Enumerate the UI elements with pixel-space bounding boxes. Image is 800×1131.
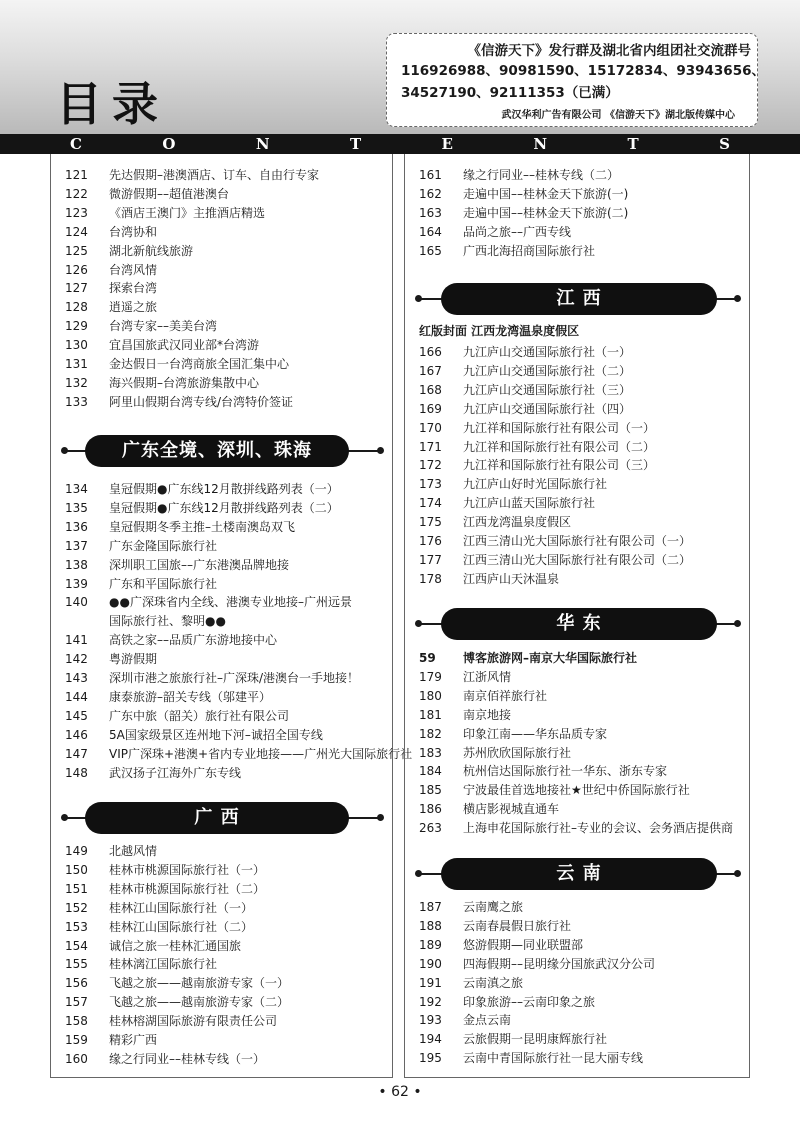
entry-title: 皇冠假期●广东线12月散拼线路列表（二） (109, 500, 339, 515)
contents-letter: O (162, 135, 176, 153)
entry-title: 深圳市港之旅旅行社–广深珠/港澳台一手地接！ (109, 671, 360, 685)
entry-title: 杭州信达国际旅行社一华东、浙东专家 (463, 764, 668, 779)
page-ref: 59 (419, 651, 436, 665)
entry-title: 阿里山假期台湾专线/台湾特价签证 (109, 394, 294, 409)
page-ref: 162 (419, 186, 442, 201)
entry-title: 广西北海招商国际旅行社 (463, 243, 596, 258)
contents-letter: E (441, 135, 453, 153)
page-ref: 132 (65, 375, 88, 390)
page-ref: 156 (65, 976, 88, 991)
entry-title: 九江庐山交通国际旅行社（三） (463, 382, 632, 397)
entry-title: 云南中青国际旅行社一昆大丽专线 (463, 1051, 644, 1066)
page-ref: 186 (419, 802, 442, 817)
page-ref: 168 (419, 382, 442, 397)
page-ref: 164 (419, 224, 442, 239)
entry-title: ●●广深珠省内全线、港澳专业地接–广州远景 (109, 595, 352, 610)
page-ref: 154 (65, 938, 88, 953)
entry-title: 九江庐山好时光国际旅行社 (463, 477, 608, 492)
contents-letters (70, 134, 730, 154)
page-ref: 176 (419, 534, 442, 548)
page-ref: 140 (65, 595, 88, 610)
entry-title: 江西龙湾温泉度假区 (463, 515, 572, 530)
entry-title: 云南鹰之旅 (463, 900, 524, 914)
entry-title: 江浙风情 (463, 669, 512, 684)
entry-title: 走遍中国––桂林金天下旅游(一) (463, 186, 629, 201)
section-heading: 广 西 (85, 802, 349, 834)
entry-title: 皇冠假期冬季主推–土楼南澳岛双飞 (109, 519, 296, 534)
page-ref: 178 (419, 571, 442, 586)
rule-dot (734, 620, 741, 627)
entry-title: 悠游假期—同业联盟部 (463, 937, 584, 952)
rule-dot (415, 620, 422, 627)
page-ref: 173 (419, 477, 442, 492)
section-jiangxi (405, 283, 751, 315)
page-ref: 147 (65, 746, 88, 761)
entry-title: 九江庐山交通国际旅行社（四） (463, 401, 632, 416)
page-ref: 188 (419, 918, 442, 933)
page-ref: 160 (65, 1051, 88, 1066)
page-ref: 135 (65, 500, 88, 515)
entry-title: 桂林市桃源国际旅行社（一） (109, 862, 266, 877)
info-numbers-line-2: 34527190、92111353（已满） (401, 85, 619, 101)
entry-title: 博客旅游网–南京大华国际旅行社 (463, 651, 638, 665)
section-yunnan (405, 858, 751, 890)
page-ref: 181 (419, 707, 442, 722)
entry-title: 桂林漓江国际旅行社 (109, 957, 218, 972)
page-ref: 126 (65, 262, 88, 277)
entry-title: 桂林榕湖国际旅游有限责任公司 (109, 1014, 278, 1029)
entry-title: 飞越之旅——越南旅游专家（一） (109, 976, 290, 991)
entry-title: 皇冠假期●广东线12月散拼线路列表（一） (109, 482, 339, 496)
entry-title: 深圳职工国旅––广东港澳品牌地接 (109, 557, 290, 572)
page-ref: 167 (419, 363, 442, 378)
entry-title: 精彩广西 (109, 1033, 158, 1047)
page-ref: 145 (65, 708, 88, 723)
entry-title: 云南滇之旅 (463, 975, 524, 990)
page-title: 目录 (56, 77, 168, 131)
rule-dot (734, 870, 741, 877)
entry-title: 广东金隆国际旅行社 (109, 538, 218, 553)
page-ref: 148 (65, 765, 88, 780)
page-ref: 165 (419, 243, 442, 258)
page-ref: 151 (65, 881, 88, 896)
rule-dot (415, 870, 422, 877)
page-ref: 157 (65, 995, 88, 1010)
entry-title: 台湾风情 (109, 262, 158, 277)
rule-dot (377, 814, 384, 821)
section-heading: 江 西 (441, 283, 717, 315)
page-ref: 193 (419, 1013, 442, 1028)
page-ref: 142 (65, 652, 88, 667)
entry-title: 先达假期–港澳酒店、订车、自由行专家 (109, 168, 320, 182)
entry-title: 高铁之家––品质广东游地接中心 (109, 633, 278, 648)
page-ref: 134 (65, 482, 88, 496)
entry-title: 桂林江山国际旅行社（一） (109, 900, 254, 915)
page-ref: 189 (419, 937, 442, 952)
page-ref: 172 (419, 458, 442, 473)
page-ref: 171 (419, 439, 442, 454)
entry-title: 缘之行同业––桂林专线（一） (109, 1051, 266, 1066)
contents-letter: N (255, 135, 270, 153)
page-ref: 161 (419, 168, 442, 182)
entry-title: 印象江南——华东品质专家 (463, 726, 608, 741)
page-ref: 190 (419, 956, 442, 971)
page-ref: 121 (65, 168, 88, 182)
contents-letter: N (533, 135, 548, 153)
entry-title: 康泰旅游–韶关专线（邬建平） (109, 689, 272, 704)
page-ref: 158 (65, 1014, 88, 1029)
rule-dot (61, 447, 68, 454)
right-column (404, 154, 750, 1078)
page-ref: 143 (65, 671, 88, 685)
page-ref: 152 (65, 900, 88, 915)
rule-dot (415, 295, 422, 302)
section-guangxi (51, 802, 394, 834)
section-heading: 云 南 (441, 858, 717, 890)
page-ref: 184 (419, 764, 442, 779)
page-ref: 122 (65, 186, 88, 201)
info-numbers-line-1: 116926988、90981590、15172834、93943656、 (401, 63, 765, 79)
page-ref: 170 (419, 420, 442, 435)
page-ref: 139 (65, 576, 88, 591)
rule-dot (377, 447, 384, 454)
entry-title: 桂林江山国际旅行社（二） (109, 919, 254, 934)
page-ref: 169 (419, 401, 442, 416)
entry-title: 粤游假期 (109, 652, 158, 667)
rule-dot (734, 295, 741, 302)
entry-title: 横店影视城直通车 (463, 802, 560, 817)
left-column (50, 154, 413, 1078)
page-ref: 128 (65, 300, 88, 315)
entry-title: 江西庐山天沐温泉 (463, 571, 560, 586)
entry-title: 桂林市桃源国际旅行社（二） (109, 881, 266, 896)
page-ref: 159 (65, 1033, 88, 1047)
page-ref: 194 (419, 1032, 442, 1047)
page-ref: 166 (419, 345, 442, 359)
page-ref: 175 (419, 515, 442, 530)
page-ref: 123 (65, 205, 88, 220)
page-ref: 146 (65, 727, 88, 742)
section-guangdong (51, 435, 394, 467)
entry-title: 九江祥和国际旅行社有限公司（三） (463, 458, 656, 473)
entry-title: 南京地接 (463, 707, 512, 722)
entry-title: 海兴假期–台湾旅游集散中心 (109, 375, 260, 390)
page-header (0, 0, 800, 136)
entry-title: 武汉扬子江海外广东专线 (109, 765, 242, 780)
entry-title: 走遍中国––桂林金天下旅游(二) (463, 205, 629, 220)
page-ref: 174 (419, 496, 442, 511)
contents-letter: T (627, 135, 639, 153)
jiangxi-cover-subheading: 红版封面 江西龙湾温泉度假区 (419, 324, 580, 338)
page-ref: 182 (419, 726, 442, 741)
entry-title: 九江祥和国际旅行社有限公司（一） (463, 420, 656, 435)
entry-title: 江西三清山光大国际旅行社有限公司（二） (463, 552, 692, 567)
entry-title: 九江庐山交通国际旅行社（二） (463, 363, 632, 378)
entry-title: 台湾专家––美美台湾 (109, 319, 218, 334)
page-ref: 150 (65, 862, 88, 877)
page-ref: 127 (65, 281, 88, 296)
entry-title: 北越风情 (109, 844, 158, 858)
contents-bar (0, 134, 800, 154)
page-ref: 191 (419, 975, 442, 990)
entry-title: 台湾协和 (109, 224, 158, 239)
page-ref: 125 (65, 243, 88, 258)
entry-title: 湖北新航线旅游 (109, 243, 194, 258)
page-ref: 149 (65, 844, 88, 858)
page-ref: 183 (419, 745, 442, 760)
page-ref: 129 (65, 319, 88, 334)
entry-title: 逍遥之旅 (109, 300, 158, 315)
entry-title: 金点云南 (463, 1013, 512, 1028)
page-ref: 155 (65, 957, 88, 972)
entry-title: 广东中旅（韶关）旅行社有限公司 (109, 708, 290, 723)
entry-title: 缘之行同业––桂林专线（二） (463, 168, 620, 182)
page-number: • 62 • (378, 1084, 422, 1100)
entry-title: 《酒店王澳门》主推酒店精选 (109, 205, 266, 220)
page-ref: 131 (65, 357, 88, 371)
entry-title: 飞越之旅——越南旅游专家（二） (109, 995, 290, 1010)
section-huadong (405, 608, 751, 640)
group-info-box (386, 33, 765, 127)
entry-title: 金达假日一台湾商旅全国汇集中心 (109, 357, 290, 371)
page-ref: 187 (419, 900, 442, 914)
page-ref: 177 (419, 552, 442, 567)
entry-title: 苏州欣欣国际旅行社 (463, 745, 572, 760)
entry-title: 探索台湾 (109, 281, 158, 296)
page-ref: 263 (419, 821, 442, 836)
section-heading: 华 东 (441, 608, 717, 640)
entry-title: 云旅假期一昆明康辉旅行社 (463, 1032, 608, 1047)
entry-title: 南京佰祥旅行社 (463, 688, 548, 703)
page-ref: 133 (65, 394, 88, 409)
page-ref: 180 (419, 688, 442, 703)
page-ref: 138 (65, 557, 88, 572)
page-ref: 141 (65, 633, 88, 648)
page-ref: 124 (65, 224, 88, 239)
page-ref: 179 (419, 669, 442, 684)
page-ref: 144 (65, 689, 88, 704)
entry-title: VIP广深珠+港澳+省内专业地接——广州光大国际旅行社 (109, 746, 413, 761)
page-ref: 153 (65, 919, 88, 934)
entry-title: 诚信之旅一桂林汇通国旅 (109, 938, 242, 953)
entry-title: 宜昌国旅武汉同业部*台湾游 (109, 338, 260, 353)
entry-title: 5A国家级景区连州地下河–诚招全国专线 (109, 727, 323, 742)
page-ref: 192 (419, 994, 442, 1009)
rule-dot (61, 814, 68, 821)
page-ref: 163 (419, 205, 442, 220)
entry-title: 微游假期––超值港澳台 (109, 186, 230, 201)
page-ref: 195 (419, 1051, 442, 1066)
entry-title: 九江庐山蓝天国际旅行社 (463, 496, 596, 511)
contents-letter: T (349, 135, 362, 153)
entry-title: 上海申花国际旅行社–专业的会议、会务酒店提供商 (463, 821, 734, 836)
entry-title: 江西三清山光大国际旅行社有限公司（一） (463, 534, 692, 548)
page-ref: 130 (65, 338, 88, 353)
entry-title: 印象旅游––云南印象之旅 (463, 994, 596, 1009)
entry-title: 国际旅行社、黎明●● (109, 614, 226, 629)
entry-title: 九江祥和国际旅行社有限公司（二） (463, 439, 656, 454)
info-credit: 武汉华利广告有限公司 《信游天下》湖北版传媒中心 (501, 110, 735, 121)
page-ref: 137 (65, 538, 88, 553)
entry-title: 九江庐山交通国际旅行社（一） (463, 345, 632, 359)
contents-letter: C (70, 135, 82, 153)
info-title: 《信游天下》发行群及湖北省内组团社交流群号 (467, 43, 751, 59)
entry-title: 品尚之旅––广西专线 (463, 224, 572, 239)
entry-title: 宁波最佳首选地接社★世纪中侨国际旅行社 (463, 783, 690, 798)
entry-title: 广东和平国际旅行社 (109, 576, 218, 591)
entry-title: 四海假期––昆明缘分国旅武汉分公司 (463, 956, 656, 971)
contents-letter: S (719, 135, 730, 153)
page-ref: 185 (419, 783, 442, 798)
page-ref: 136 (65, 519, 88, 534)
entry-title: 云南春晨假日旅行社 (463, 918, 572, 933)
section-heading: 广东全境、深圳、珠海 (85, 435, 349, 467)
